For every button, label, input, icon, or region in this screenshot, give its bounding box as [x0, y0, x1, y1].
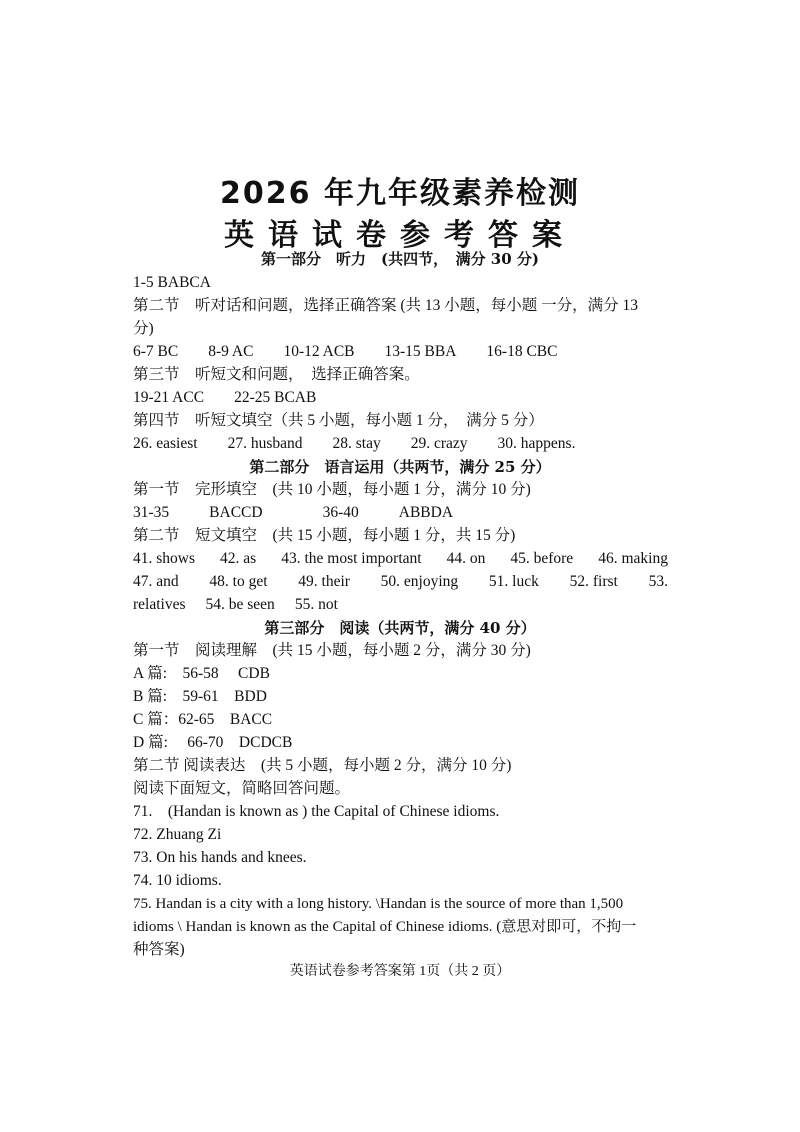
answer-item: 16-18 CBC	[486, 343, 558, 360]
part1-section4-heading: 第四节 听短文填空（共 5 小题，每小题 1 分， 满分 5 分）	[133, 412, 544, 429]
answer-item: relatives	[133, 596, 186, 613]
answer-item: 53.	[648, 573, 668, 590]
answer-item: 28. stay	[332, 435, 381, 452]
answer-item: 10-12 ACB	[283, 343, 355, 360]
answer-74: 74. 10 idioms.	[133, 872, 222, 889]
answer-item: 27. husband	[227, 435, 303, 452]
part1-section2-heading: 第二节 听对话和问题，选择正确答案 (共 13 小题，每小题 一分，满分 13	[133, 297, 639, 314]
answer-item: 41. shows	[133, 550, 196, 567]
part2-section2-row1	[133, 549, 668, 569]
part3-section1-heading: 第一节 阅读理解 (共 15 小题，每小题 2 分，满分 30 分)	[133, 642, 531, 659]
answer-72: 72. Zhuang Zi	[133, 826, 222, 843]
answer-item: 50. enjoying	[380, 573, 459, 590]
answer-item: 42. as	[220, 550, 257, 567]
answer-71: 71. (Handan is known as ) the Capital of Chinese idioms.	[133, 803, 500, 820]
answer-73: 73. On his hands and knees.	[133, 849, 307, 866]
part2-section2-heading: 第二节 短文填空 (共 15 小题，每小题 1 分，共 15 分)	[133, 527, 516, 544]
answer-75-line2: idioms \ Handan is known as the Capital of Chinese idioms. (意思对即可，不拘一	[133, 919, 637, 935]
part2-section1-answers	[133, 503, 668, 523]
part1-section1-answers: 1-5 BABCA	[133, 274, 211, 291]
passage-b-answers: B 篇: 59-61 BDD	[133, 688, 267, 705]
passage-c-answers: C 篇：62-65 BACC	[133, 711, 273, 728]
answer-item: 8-9 AC	[208, 343, 254, 360]
answer-item: ABBDA	[398, 504, 454, 521]
answer-item: BACCD	[209, 504, 263, 521]
answer-item: 36-40	[322, 504, 359, 521]
part2-section1-heading: 第一节 完形填空 (共 10 小题，每小题 1 分，满分 10 分)	[133, 481, 531, 498]
answer-item: 46. making	[598, 550, 668, 567]
answer-item: 43. the most important	[281, 550, 422, 567]
answer-item: 26. easiest	[133, 435, 198, 452]
part3-section2-heading: 第二节 阅读表达 (共 5 小题，每小题 2 分，满分 10 分)	[133, 757, 512, 774]
part3-section2-instruction: 阅读下面短文，简略回答问题。	[133, 780, 351, 797]
passage-a-answers: A 篇: 56-58 CDB	[133, 665, 270, 682]
part1-section2-heading-cont: 分)	[133, 320, 154, 337]
answer-75-line3: 种答案)	[133, 941, 185, 958]
answer-75-line1: 75. Handan is a city with a long history. \Handan is the source of more than 1,500	[133, 896, 624, 912]
part1-heading: 第一部分 听力 (共四节， 满分 30 分)	[260, 250, 539, 268]
answer-item: 48. to get	[209, 573, 268, 590]
answer-item: 49. their	[298, 573, 350, 590]
answer-item: 19-21 ACC	[133, 389, 205, 406]
part2-heading: 第二部分 语言运用（共两节，满分 25 分）	[249, 458, 551, 476]
page-title: 2026 年九年级素养检测	[220, 176, 580, 211]
part3-heading: 第三部分 阅读（共两节，满分 40 分）	[264, 619, 536, 637]
answer-item: 54. be seen	[205, 596, 275, 613]
part2-section2-row3	[133, 595, 668, 615]
answer-item: 45. before	[510, 550, 574, 567]
passage-d-answers: D 篇: 66-70 DCDCB	[133, 734, 293, 751]
answer-item: 29. crazy	[410, 435, 468, 452]
part1-section2-answers	[133, 342, 668, 362]
answer-item: 31-35	[133, 504, 170, 521]
page-footer: 英语试卷参考答案第 1页（共 2 页）	[289, 964, 511, 979]
answer-item: 30. happens.	[497, 435, 576, 452]
answer-item: 22-25 BCAB	[234, 389, 317, 406]
answer-item: 51. luck	[488, 573, 539, 590]
part1-section3-answers	[133, 388, 668, 408]
part1-section4-answers	[133, 434, 668, 454]
part1-section3-heading: 第三节 听短文和问题， 选择正确答案。	[133, 366, 420, 383]
answer-item: 13-15 BBA	[384, 343, 457, 360]
part2-section2-row2	[133, 572, 668, 592]
page-subtitle: 英语试卷参考答案	[224, 218, 576, 253]
answer-item: 55. not	[294, 596, 338, 613]
answer-item: 47. and	[133, 573, 179, 590]
answer-item: 6-7 BC	[133, 343, 179, 360]
answer-item: 44. on	[446, 550, 486, 567]
answer-item: 52. first	[569, 573, 618, 590]
